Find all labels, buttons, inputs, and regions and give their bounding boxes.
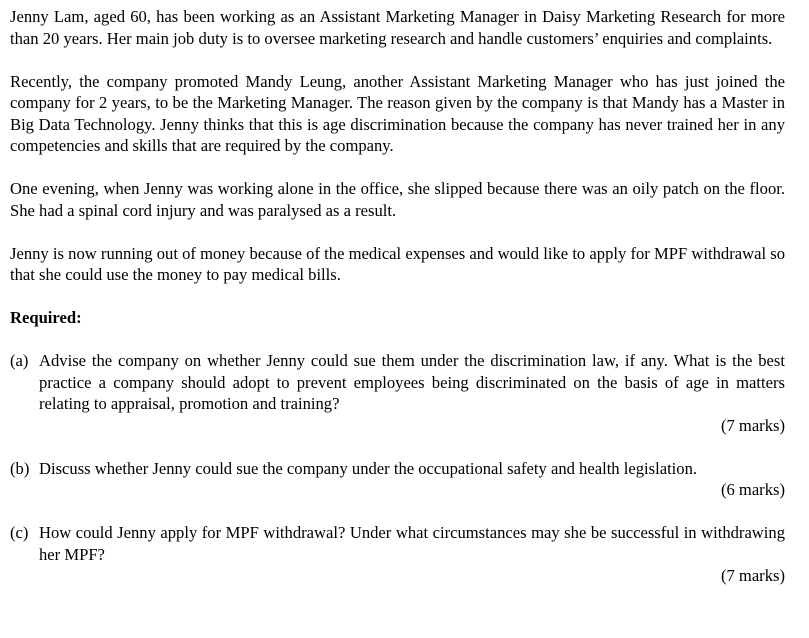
required-heading: Required: (10, 308, 82, 327)
question-c-label: (c) (10, 523, 29, 542)
paragraph-spacer (10, 329, 785, 351)
question-b-label: (b) (10, 458, 30, 478)
question-c-marks: (7 marks) (720, 566, 785, 585)
question-a-marks: (7 marks) (720, 415, 785, 435)
intro-paragraph-promotion: Recently, the company promoted Mandy Leung, another Assistant Marketing Manager who has just joined the company for 2 years, to be the Marketing Manager. The reason given by the company is that Mandy has a Master in Big Data Technology. Jenny thinks that this is age discrimination because the company has never trained her in any competencies and skills that are required by the company. (10, 71, 785, 155)
question-b-text: Discuss whether Jenny could sue the company under the occupational safety and health legislation. (39, 458, 698, 478)
question-c-text: How could Jenny apply for MPF withdrawal? Under what circumstances may she be successful in withdrawing her MPF? (39, 523, 785, 564)
question-b (10, 458, 785, 480)
intro-paragraph-accident: One evening, when Jenny was working alone in the office, she slipped because there was an oily patch on the floor. She had a spinal cord injury and was paralysed as a result. (10, 179, 785, 220)
paragraph-spacer (10, 436, 785, 458)
paragraph-spacer (10, 49, 785, 71)
question-a (10, 350, 785, 415)
paragraph-spacer (10, 157, 785, 179)
intro-paragraph-mpf: Jenny is now running out of money because of the medical expenses and would like to apply for MPF withdrawal so that she could use the money to pay medical bills. (10, 243, 785, 284)
paragraph-spacer (10, 501, 785, 523)
intro-paragraph-background: Jenny Lam, aged 60, has been working as an Assistant Marketing Manager in Daisy Marketing Research for more than 20 years. Her main job duty is to oversee marketing research and handle customers’ enquiries and complaints. (10, 7, 785, 48)
paragraph-spacer (10, 286, 785, 308)
paragraph-spacer (10, 221, 785, 243)
question-a-text: Advise the company on whether Jenny could sue them under the discrimination law, if any. What is the best practice a company should adopt to prevent employees being discriminated on the basis of age in matters relating to appraisal, promotion and training? (39, 351, 785, 413)
question-c (10, 522, 785, 565)
question-a-label: (a) (10, 351, 29, 370)
question-b-marks: (6 marks) (720, 480, 785, 499)
